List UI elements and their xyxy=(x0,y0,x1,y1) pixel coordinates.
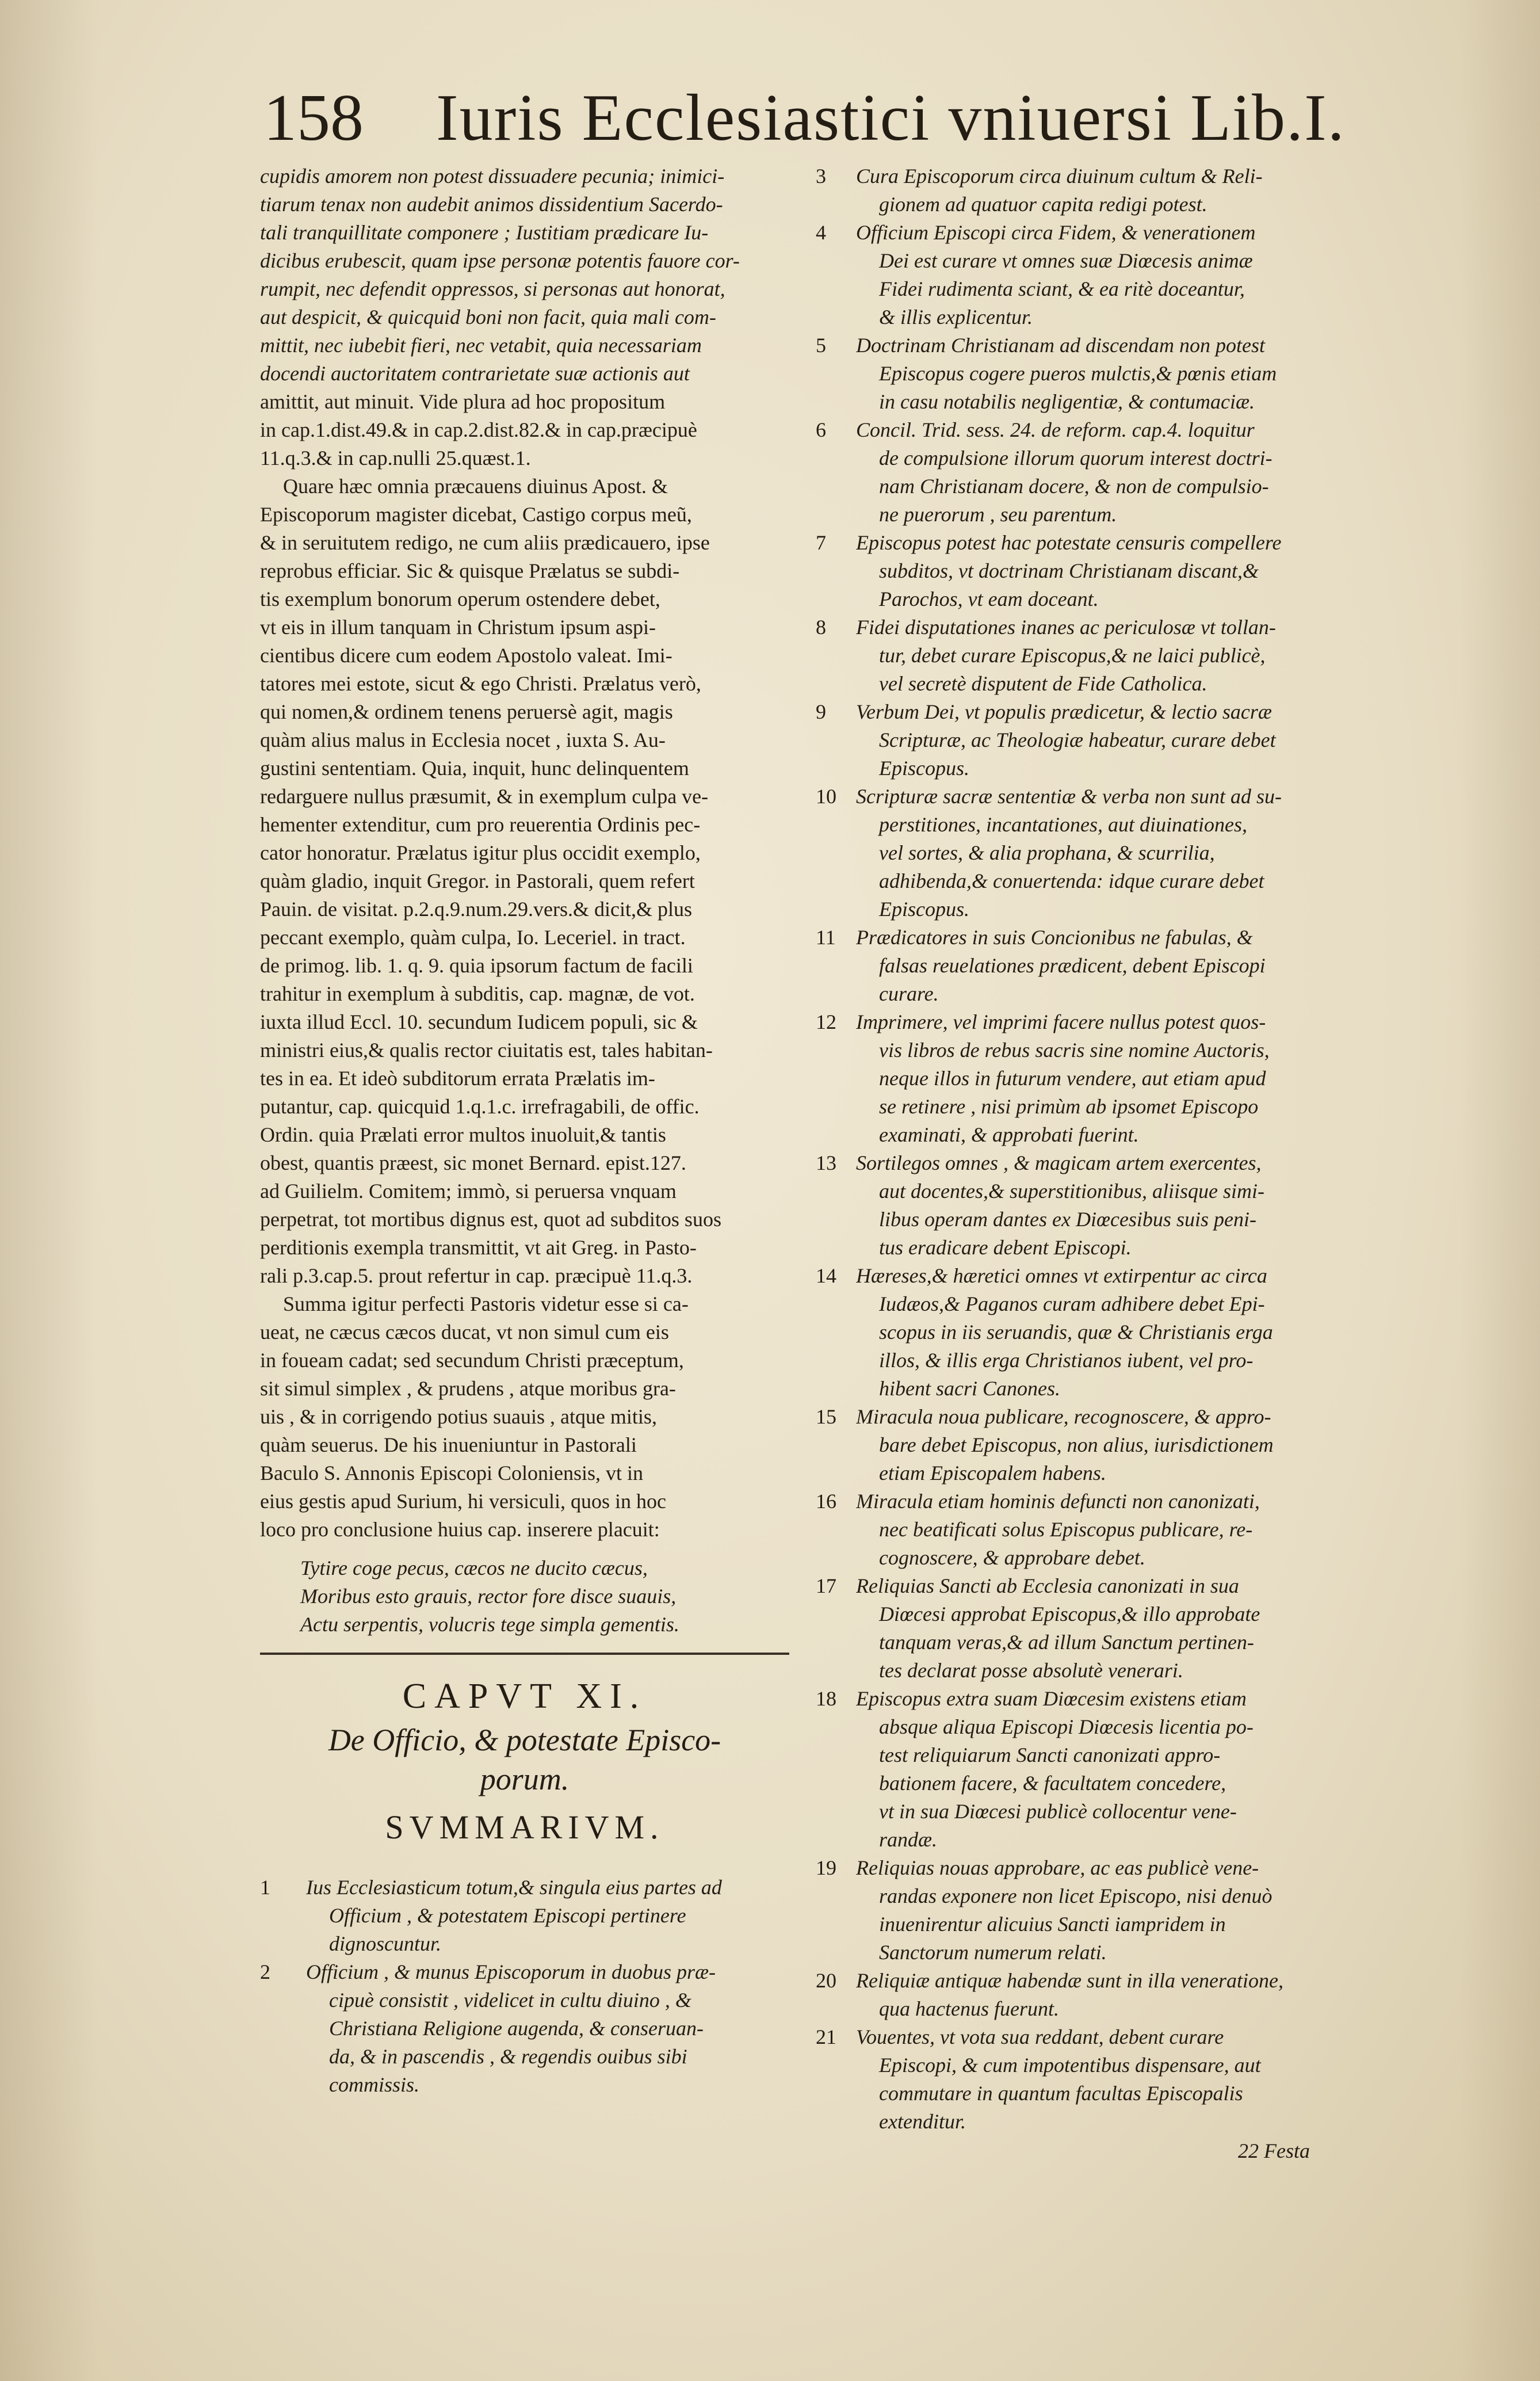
entry-line: Episcopi, & cum impotentibus dispensare, aut xyxy=(879,2054,1261,2077)
entry-line: scopus in iis seruandis, quæ & Christianis erga xyxy=(879,1321,1273,1344)
body-line: perpetrat, tot mortibus dignus est, quot ad subditos suos xyxy=(260,1208,721,1231)
entry-line: nam Christianam docere, & non de compulsio- xyxy=(879,475,1269,498)
body-line: rali p.3.cap.5. prout refertur in cap. præcipuè 11.q.3. xyxy=(260,1264,693,1287)
summary-list xyxy=(260,1873,789,2099)
entry-number: 3 xyxy=(816,165,826,188)
entry-line: Dei est curare vt omnes suæ Diœcesis animæ xyxy=(879,249,1253,272)
entry-number: 20 xyxy=(816,1969,836,1992)
body-line: Pauin. de visitat. p.2.q.9.num.29.vers.& dicit,& plus xyxy=(260,898,692,921)
body-line: Episcoporum magister dicebat, Castigo corpus meũ, xyxy=(260,503,692,526)
entry-line: se retinere , nisi primùm ab ipsomet Episcopo xyxy=(879,1095,1259,1118)
body-line: quàm gladio, inquit Gregor. in Pastorali, quem refert xyxy=(260,869,695,892)
section-rule xyxy=(260,1653,789,1655)
body-line: gustini sententiam. Quia, inquit, hunc delinquentem xyxy=(260,757,689,780)
body-line: peccant exemplo, quàm culpa, Io. Leceriel. in tract. xyxy=(260,926,686,949)
entry-line: neque illos in futurum vendere, aut etiam apud xyxy=(879,1067,1266,1090)
entry-line: adhibenda,& conuertenda: idque curare debet xyxy=(879,869,1264,892)
entry-number: 17 xyxy=(816,1574,836,1597)
entry-line: Miracula noua publicare, recognoscere, & appro- xyxy=(856,1405,1271,1428)
summary-entry xyxy=(816,1262,1345,1403)
summary-entry xyxy=(816,331,1345,416)
entry-line: in casu notabilis negligentiæ, & contumaciæ. xyxy=(879,390,1255,413)
body-line: hementer extenditur, cum pro reuerentia Ordinis pec- xyxy=(260,813,701,836)
page-shadow-right xyxy=(1459,0,1540,2381)
entry-line: perstitiones, incantationes, aut diuinationes, xyxy=(879,813,1247,836)
entry-line: vel sortes, & alia prophana, & scurrilia, xyxy=(879,841,1215,864)
entry-number: 9 xyxy=(816,700,826,723)
entry-line: tus eradicare debent Episcopi. xyxy=(879,1236,1132,1259)
entry-line: gionem ad quatuor capita redigi potest. xyxy=(879,193,1207,216)
summary-entry xyxy=(816,529,1345,613)
entry-line: Reliquiæ antiquæ habendæ sunt in illa veneratione, xyxy=(856,1969,1283,1992)
entry-line: cognoscere, & approbare debet. xyxy=(879,1546,1145,1569)
entry-line: bationem facere, & facultatem concedere, xyxy=(879,1772,1226,1795)
summary-entry xyxy=(260,1958,789,2099)
entry-line: Verbum Dei, vt populis prædicetur, & lectio sacræ xyxy=(856,700,1272,723)
entry-number: 14 xyxy=(816,1264,836,1287)
body-line: in cap.1.dist.49.& in cap.2.dist.82.& in cap.præcipuè xyxy=(260,418,697,441)
entry-line: Iudæos,& Paganos curam adhibere debet Epi- xyxy=(879,1292,1265,1315)
entry-number: 10 xyxy=(816,785,836,808)
body-line: uis , & in corrigendo potius suauis , atque mitis, xyxy=(260,1405,657,1428)
entry-line: absque aliqua Episcopi Diœcesis licentia po- xyxy=(879,1715,1254,1738)
entry-line: curare. xyxy=(879,982,939,1005)
summary-entry xyxy=(816,1854,1345,1967)
entry-line: Concil. Trid. sess. 24. de reform. cap.4. loquitur xyxy=(856,418,1255,441)
body-line: putantur, cap. quicquid 1.q.1.c. irrefragabili, de offic. xyxy=(260,1095,700,1118)
entry-line: Diœcesi approbat Episcopus,& illo approbate xyxy=(879,1602,1260,1626)
body-line: eius gestis apud Surium, hi versiculi, quos in hoc xyxy=(260,1490,666,1513)
entry-line: ne puerorum , seu parentum. xyxy=(879,503,1117,526)
entry-line: tes declarat posse absolutè venerari. xyxy=(879,1659,1183,1682)
body-line: aut despicit, & quicquid boni non facit, quia mali com- xyxy=(260,306,716,329)
entry-line: bare debet Episcopus, non alius, iurisdictionem xyxy=(879,1433,1274,1456)
left-column xyxy=(260,162,789,2099)
entry-line: Sanctorum numerum relati. xyxy=(879,1941,1107,1964)
body-line: tatores mei estote, sicut & ego Christi. Prælatus verò, xyxy=(260,672,701,695)
body-line: in foueam cadat; sed secundum Christi præceptum, xyxy=(260,1349,684,1372)
entry-line: inuenirentur alicuius Sancti iampridem in xyxy=(879,1913,1226,1936)
entry-line: Scripturæ sacræ sententiæ & verba non sunt ad su- xyxy=(856,785,1282,808)
body-line: tis exemplum bonorum operum ostendere debet, xyxy=(260,587,660,610)
page-number: 158 xyxy=(263,81,364,155)
entry-line: tur, debet curare Episcopus,& ne laici publicè, xyxy=(879,644,1266,667)
entry-line: Doctrinam Christianam ad discendam non potest xyxy=(856,334,1265,357)
entry-line: da, & in pascendis , & regendis ouibus sibi xyxy=(329,2045,687,2068)
summary-entry xyxy=(816,1008,1345,1149)
summary-entry xyxy=(816,162,1345,219)
summary-entry xyxy=(816,1572,1345,1685)
entry-line: test reliquiarum Sancti canonizati appro- xyxy=(879,1743,1221,1766)
entry-line: cipuè consistit , videlicet in cultu diuino , & xyxy=(329,1989,691,2012)
body-line: cientibus dicere cum eodem Apostolo valeat. Imi- xyxy=(260,644,672,667)
entry-number: 21 xyxy=(816,2025,836,2048)
body-line: rumpit, nec defendit oppressos, si personas aut honorat, xyxy=(260,277,725,300)
entry-line: hibent sacri Canones. xyxy=(879,1377,1060,1400)
summary-entry xyxy=(816,2023,1345,2136)
body-line: 11.q.3.& in cap.nulli 25.quæst.1. xyxy=(260,447,531,470)
body-line: iuxta illud Eccl. 10. secundum Iudicem populi, sic & xyxy=(260,1010,698,1033)
catchword: 22 Festa xyxy=(1238,2139,1310,2162)
entry-number: 13 xyxy=(816,1151,836,1174)
entry-line: Episcopus. xyxy=(879,898,969,921)
body-line: trahitur in exemplum à subditis, cap. magnæ, de vot. xyxy=(260,982,695,1005)
summary-list-continued xyxy=(816,162,1345,2136)
entry-number: 5 xyxy=(816,334,826,357)
body-line: redarguere nullus præsumit, & in exemplum culpa ve- xyxy=(260,785,709,808)
entry-line: Imprimere, vel imprimi facere nullus potest quos- xyxy=(856,1010,1266,1033)
entry-line: randæ. xyxy=(879,1828,938,1851)
summary-entry xyxy=(816,1487,1345,1572)
body-line: loco pro conclusione huius cap. inserere placuit: xyxy=(260,1518,660,1541)
entry-number: 4 xyxy=(816,221,826,244)
entry-line: qua hactenus fuerunt. xyxy=(879,1997,1059,2020)
summary-entry xyxy=(816,698,1345,783)
verse-line: Moribus esto grauis, rector fore disce suauis, xyxy=(300,1585,677,1608)
body-line: Baculo S. Annonis Episcopi Coloniensis, vt in xyxy=(260,1462,644,1485)
body-line: ueat, ne cæcus cæcos ducat, vt non simul cum eis xyxy=(260,1321,669,1344)
verse-block xyxy=(260,1554,789,1639)
entry-number: 15 xyxy=(816,1405,836,1428)
entry-line: Officium , & potestatem Episcopi pertinere xyxy=(329,1904,686,1927)
entry-line: aut docentes,& superstitionibus, aliisque simi- xyxy=(879,1180,1264,1203)
summary-entry xyxy=(816,613,1345,698)
entry-line: Fidei rudimenta sciant, & ea ritè doceantur, xyxy=(879,277,1245,300)
summary-entry xyxy=(816,783,1345,924)
chapter-title-line-1: De Officio, & potestate Episco- xyxy=(328,1723,721,1757)
summary-entry xyxy=(816,1403,1345,1487)
entry-line: falsas reuelationes prædicent, debent Episcopi xyxy=(879,954,1266,977)
verse-line: Tytire coge pecus, cæcos ne ducito cæcus, xyxy=(300,1556,648,1579)
entry-line: Reliquias Sancti ab Ecclesia canonizati in sua xyxy=(856,1574,1239,1597)
body-line: quàm seuerus. De his inueniuntur in Pastorali xyxy=(260,1433,637,1456)
entry-number: 11 xyxy=(816,926,836,949)
entry-line: Reliquias nouas approbare, ac eas publicè vene- xyxy=(856,1856,1259,1879)
body-line: Ordin. quia Prælati error multos inuoluit,& tantis xyxy=(260,1123,666,1146)
summary-entry xyxy=(816,1149,1345,1262)
body-line: tiarum tenax non audebit animos dissidentium Sacerdo- xyxy=(260,193,723,216)
summary-entry xyxy=(816,1685,1345,1854)
entry-line: Officium , & munus Episcoporum in duobus præ- xyxy=(306,1960,716,1983)
body-line: qui nomen,& ordinem tenens peruersè agit, magis xyxy=(260,700,673,723)
entry-line: libus operam dantes ex Diœcesibus suis peni- xyxy=(879,1208,1256,1231)
body-line: Quare hæc omnia præcauens diuinus Apost. & xyxy=(283,475,668,498)
summary-heading: SVMMARIVM. xyxy=(385,1808,664,1846)
verse-line: Actu serpentis, volucris tege simpla gementis. xyxy=(300,1613,679,1636)
entry-line: & illis explicentur. xyxy=(879,306,1033,329)
body-line: mittit, nec iubebit fieri, nec vetabit, quia necessariam xyxy=(260,334,702,357)
entry-line: commissis. xyxy=(329,2073,420,2096)
entry-line: subditos, vt doctrinam Christianam discant,& xyxy=(879,559,1259,582)
left-body-text xyxy=(260,162,789,1544)
body-line: ministri eius,& qualis rector ciuitatis est, tales habitan- xyxy=(260,1039,713,1062)
body-line: cupidis amorem non potest dissuadere pecunia; inimici- xyxy=(260,165,725,188)
body-line: vt eis in illum tanquam in Christum ipsum aspi- xyxy=(260,616,656,639)
body-line: quàm alius malus in Ecclesia nocet , iuxta S. Au- xyxy=(260,728,666,751)
body-line: cator honoratur. Prælatus igitur plus occidit exemplo, xyxy=(260,841,701,864)
entry-line: Sortilegos omnes , & magicam artem exercentes, xyxy=(856,1151,1262,1174)
body-line: amittit, aut minuit. Vide plura ad hoc propositum xyxy=(260,390,666,413)
body-line: dicibus erubescit, quam ipse personæ potentis fauore cor- xyxy=(260,249,740,272)
entry-line: tanquam veras,& ad illum Sanctum pertinen- xyxy=(879,1631,1254,1654)
entry-line: Parochos, vt eam doceant. xyxy=(879,587,1099,610)
body-line: docendi auctoritatem contrarietate suæ actionis aut xyxy=(260,362,690,385)
entry-number: 6 xyxy=(816,418,826,441)
entry-line: Scripturæ, ac Theologiæ habeatur, curare debet xyxy=(879,728,1276,751)
entry-line: Miracula etiam hominis defuncti non canonizati, xyxy=(856,1490,1260,1513)
body-line: Summa igitur perfecti Pastoris videtur esse si ca- xyxy=(283,1292,689,1315)
entry-number: 19 xyxy=(816,1856,836,1879)
entry-line: de compulsione illorum quorum interest doctri- xyxy=(879,447,1272,470)
entry-number: 18 xyxy=(816,1687,836,1710)
summary-entry xyxy=(260,1873,789,1958)
body-line: ad Guilielm. Comitem; immò, si peruersa vnquam xyxy=(260,1180,677,1203)
entry-line: Episcopus cogere pueros mulctis,& pœnis etiam xyxy=(879,362,1277,385)
entry-line: Cura Episcoporum circa diuinum cultum & Reli- xyxy=(856,165,1263,188)
body-line: perditionis exempla transmittit, vt ait Greg. in Pasto- xyxy=(260,1236,697,1259)
right-column xyxy=(816,162,1345,2136)
entry-line: vis libros de rebus sacris sine nomine Auctoris, xyxy=(879,1039,1270,1062)
chapter-title-line-2: porum. xyxy=(480,1762,570,1796)
entry-line: Fidei disputationes inanes ac periculosæ vt tollan- xyxy=(856,616,1276,639)
entry-line: nec beatificati solus Episcopus publicare, re- xyxy=(879,1518,1253,1541)
body-line: & in seruitutem redigo, ne cum aliis prædicauero, ipse xyxy=(260,531,710,554)
summary-entry xyxy=(816,416,1345,529)
entry-line: Vouentes, vt vota sua reddant, debent curare xyxy=(856,2025,1224,2048)
entry-line: Prædicatores in suis Concionibus ne fabulas, & xyxy=(856,926,1253,949)
entry-line: illos, & illis erga Christianos iubent, vel pro- xyxy=(879,1349,1254,1372)
running-header xyxy=(263,75,1414,161)
entry-line: commutare in quantum facultas Episcopalis xyxy=(879,2082,1243,2105)
summary-entry xyxy=(816,219,1345,331)
body-line: tali tranquillitate componere ; Iustitiam prædicare Iu- xyxy=(260,221,709,244)
entry-line: Episcopus potest hac potestate censuris compellere xyxy=(856,531,1282,554)
entry-line: extenditur. xyxy=(879,2110,966,2133)
chapter-heading: CAPVT XI. xyxy=(402,1677,647,1716)
entry-number: 7 xyxy=(816,531,826,554)
body-line: de primog. lib. 1. q. 9. quia ipsorum factum de facili xyxy=(260,954,693,977)
entry-line: etiam Episcopalem habens. xyxy=(879,1462,1106,1485)
entry-number: 12 xyxy=(816,1010,836,1033)
entry-number: 8 xyxy=(816,616,826,639)
entry-line: vel secretè disputent de Fide Catholica. xyxy=(879,672,1207,695)
page-shadow-left xyxy=(0,0,98,2381)
entry-number: 2 xyxy=(260,1960,270,1983)
entry-line: Episcopus extra suam Diœcesim existens etiam xyxy=(856,1687,1247,1710)
entry-line: dignoscuntur. xyxy=(329,1932,442,1955)
summary-entry xyxy=(816,924,1345,1008)
running-title: Iuris Ecclesiastici vniuersi Lib.I. xyxy=(436,81,1346,155)
entry-line: examinati, & approbati fuerint. xyxy=(879,1123,1139,1146)
body-line: obest, quantis præest, sic monet Bernard. epist.127. xyxy=(260,1151,686,1174)
summary-entry xyxy=(816,1967,1345,2023)
entry-line: Christiana Religione augenda, & conseruan- xyxy=(329,2017,704,2040)
entry-line: Ius Ecclesiasticum totum,& singula eius partes ad xyxy=(306,1876,722,1899)
entry-line: Episcopus. xyxy=(879,757,969,780)
body-line: sit simul simplex , & prudens , atque moribus gra- xyxy=(260,1377,676,1400)
body-line: reprobus efficiar. Sic & quisque Prælatus se subdi- xyxy=(260,559,680,582)
entry-line: Officium Episcopi circa Fidem, & venerationem xyxy=(856,221,1256,244)
entry-line: Hæreses,& hæretici omnes vt extirpentur ac circa xyxy=(856,1264,1267,1287)
entry-number: 1 xyxy=(260,1876,270,1899)
body-line: tes in ea. Et ideò subditorum errata Prælatis im- xyxy=(260,1067,655,1090)
entry-number: 16 xyxy=(816,1490,836,1513)
entry-line: randas exponere non licet Episcopo, nisi denuò xyxy=(879,1884,1272,1907)
entry-line: vt in sua Diœcesi publicè collocentur vene- xyxy=(879,1800,1237,1823)
